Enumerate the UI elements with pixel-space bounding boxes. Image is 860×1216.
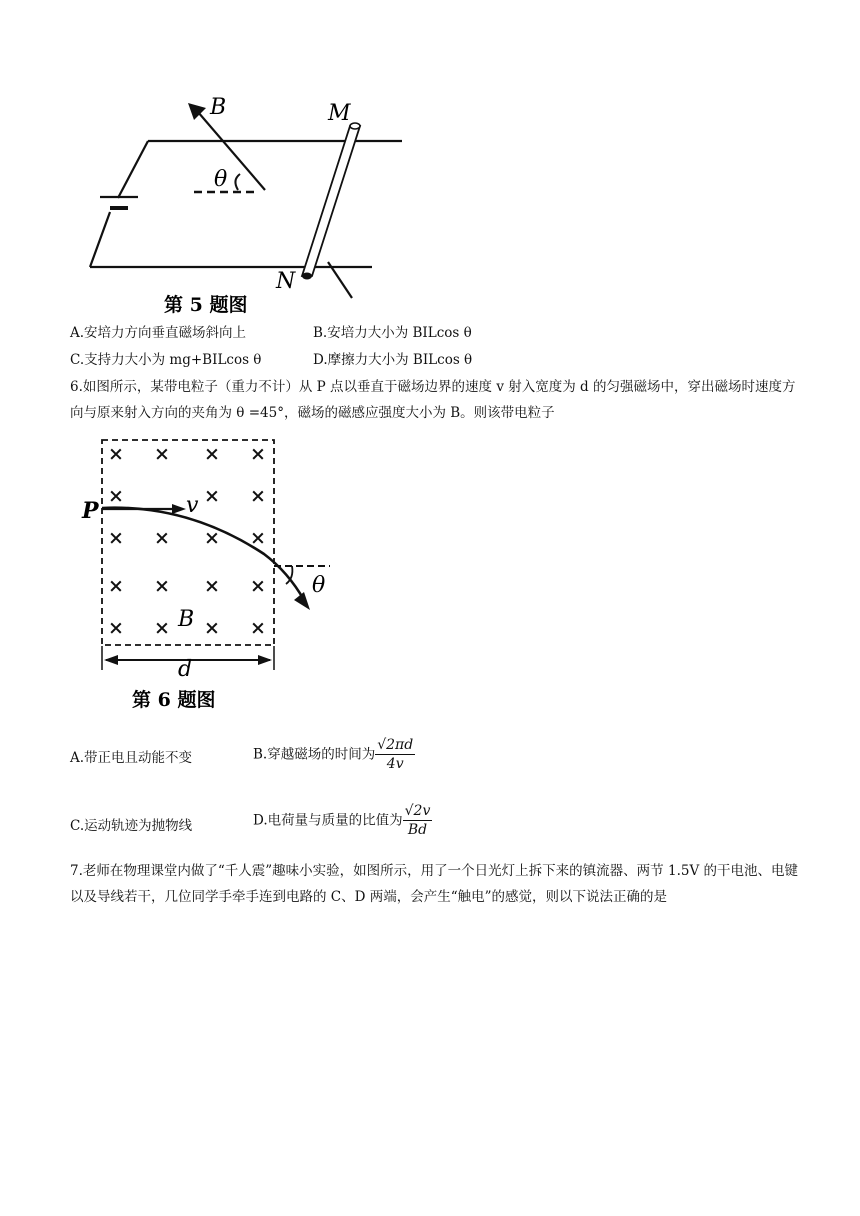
figure-5 [80,90,420,322]
label-n: N [276,269,296,294]
q5-option-d: D.摩擦力大小为 BILcos θ [313,352,473,368]
trajectory-arrowhead [294,592,310,610]
q6-stem: 6.如图所示，某带电粒子（重力不计）从 P 点以垂直于磁场边界的速度 v 射入宽度为 d 的匀强磁场中，穿出磁场时速度方向与原来射入方向的夹角为 θ =45°，磁场的磁感应强度大小为 B。则该带电粒子 [70,379,796,421]
field-cross: × [154,443,170,465]
figure-6 [78,432,348,714]
label-p: P [82,498,99,524]
q5-option-a: A.安培力方向垂直磁场斜向上 [70,325,247,341]
field-cross: × [154,617,170,639]
q7-stem: 7.老师在物理课堂内做了“千人震”趣味小实验，如图所示，用了一个日光灯上拆下来的镇流器、两节 1.5V 的干电池、电键以及导线若干，几位同学手牵手连到电路的 C、D 两端，会产生“触电”的感觉，则以下说法正确的是 [70,863,798,905]
figure-5-caption: 第 5 题图 [164,294,248,316]
q6-option-d-text: D.电荷量与质量的比值为 [253,812,403,829]
label-b: B [210,95,227,120]
label-d: d [178,657,193,682]
fraction-numerator: √2πd [377,737,414,753]
field-cross: × [250,617,266,639]
field-cross: × [204,527,220,549]
q5-option-b: B.安培力大小为 BILcos θ [313,325,472,341]
field-cross: × [108,443,124,465]
field-cross: × [204,443,220,465]
label-m: M [328,101,351,126]
field-cross: × [204,617,220,639]
field-cross: × [108,617,124,639]
field-cross: × [250,443,266,465]
fraction-denominator: Bd [407,822,428,838]
figure-6-caption: 第 6 题图 [132,689,216,711]
rod-mn [302,123,360,280]
field-cross: × [108,485,124,507]
q6-option-b-text: B.穿越磁场的时间为 [253,746,376,763]
field-cross: × [108,575,124,597]
q6-option-b-fraction [375,736,415,773]
field-cross: × [250,527,266,549]
label-theta: θ [312,573,326,598]
q6-option-b [253,736,415,773]
field-cross: × [204,485,220,507]
field-cross: × [154,575,170,597]
label-v: v [186,493,199,518]
q6-option-a: A.带正电且动能不变 [70,750,193,766]
fraction-denominator: 4v [386,756,404,772]
field-cross: × [154,527,170,549]
field-cross: × [204,575,220,597]
q6-option-c: C.运动轨迹为抛物线 [70,818,193,834]
field-cross: × [250,485,266,507]
q6-option-d [253,802,432,839]
field-cross: × [250,575,266,597]
field-cross: × [108,527,124,549]
q5-option-c: C.支持力大小为 mg+BILcos θ [70,352,262,368]
fraction-numerator: √2v [404,803,431,819]
velocity-arrowhead [172,504,186,514]
q6-option-d-fraction [403,802,433,839]
label-theta: θ [214,167,228,192]
label-b: B [178,607,195,632]
b-field-line [198,112,265,190]
